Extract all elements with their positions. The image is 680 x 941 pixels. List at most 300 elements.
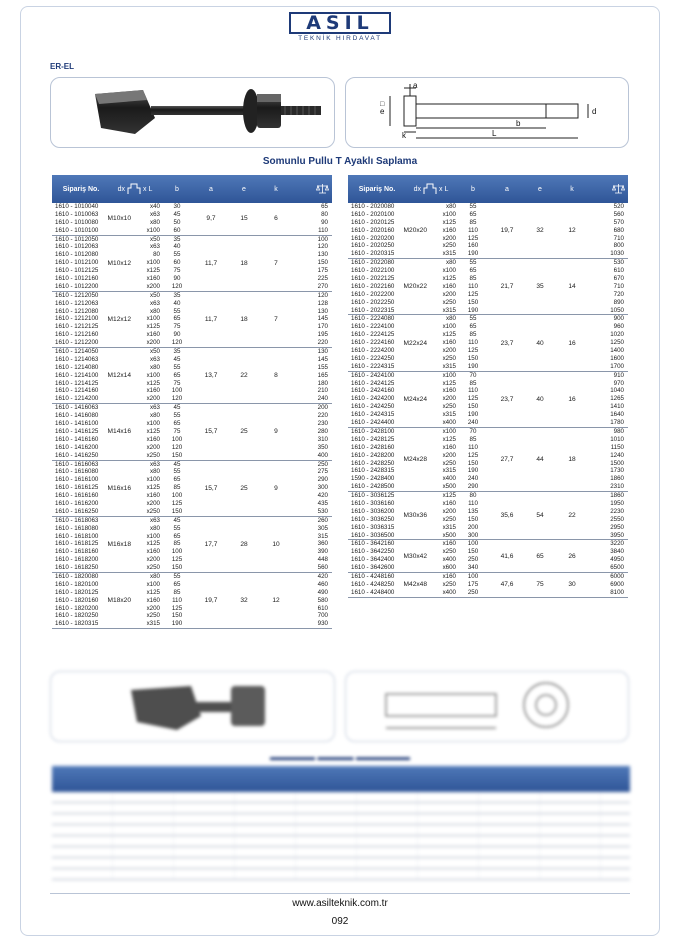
product-title: Somunlu Pullu T Ayaklı Saplama <box>262 156 418 167</box>
size-group <box>348 428 628 492</box>
dim-b: 125 <box>171 499 183 507</box>
dim-b: 150 <box>171 564 183 572</box>
dx-size: M24x28 <box>403 456 427 463</box>
blurred-section-title: ▬▬▬▬▬ ▬▬▬▬ ▬▬▬▬▬▬ <box>269 752 410 762</box>
col-weight <box>588 372 628 427</box>
weight: 420 <box>317 492 328 500</box>
weight: 970 <box>613 379 624 387</box>
dim-b: 110 <box>468 443 478 451</box>
order-no: 1610 - 1214080 <box>55 363 99 371</box>
dim-square-label: □ <box>380 101 385 108</box>
order-no: 1610 - 2424125 <box>351 379 395 387</box>
dim-b: 120 <box>171 443 183 451</box>
weight: 520 <box>613 203 624 210</box>
weight: 710 <box>613 282 624 290</box>
length: x315 <box>442 467 456 475</box>
dim-b: 190 <box>467 362 479 370</box>
weight: 200 <box>317 404 328 412</box>
weight: 1780 <box>610 419 624 427</box>
dim-b: 340 <box>467 564 479 572</box>
length: x160 <box>442 226 456 234</box>
weight-icon <box>612 183 625 195</box>
dim-a: 21,7 <box>500 283 514 291</box>
order-no: 1610 - 1820080 <box>55 572 99 580</box>
col-b <box>456 259 490 314</box>
length: x160 <box>442 339 456 347</box>
dim-b: 150 <box>467 548 479 556</box>
header-dx <box>406 183 456 195</box>
col-weight <box>588 492 628 539</box>
dx-size: M10x10 <box>107 215 131 223</box>
dim-b: 55 <box>469 203 477 210</box>
order-no: 1610 - 2022315 <box>351 306 395 314</box>
weight: 350 <box>317 443 328 451</box>
dim-e: 35 <box>536 283 544 291</box>
col-b <box>456 573 490 597</box>
order-no: 1610 - 2424200 <box>351 395 395 403</box>
dim-b-label: b <box>516 119 521 128</box>
length: x125 <box>442 218 456 226</box>
spec-table-right <box>348 175 628 598</box>
length: x63 <box>150 243 160 251</box>
length: x500 <box>442 483 456 491</box>
weight: 1700 <box>610 362 624 370</box>
order-no: 1610 - 2428125 <box>351 435 395 443</box>
weight: 145 <box>317 355 328 363</box>
col-k <box>260 203 292 235</box>
header-dx <box>110 183 160 195</box>
length: x160 <box>442 443 456 451</box>
order-no: 1610 - 2424160 <box>351 387 395 395</box>
dim-k: 9 <box>274 428 278 436</box>
length: x100 <box>146 371 160 379</box>
weight: 128 <box>317 299 328 307</box>
dim-b: 110 <box>172 596 182 604</box>
blurred-drawing-icon <box>346 672 629 742</box>
length: 80 <box>153 251 160 259</box>
order-no: 1610 - 1214063 <box>55 355 99 363</box>
length: x200 <box>146 556 160 564</box>
weight: 315 <box>317 532 328 540</box>
col-length <box>132 404 160 459</box>
col-e <box>228 292 260 347</box>
dim-k: 10 <box>272 540 280 548</box>
weight: 890 <box>613 298 624 306</box>
dim-d-label: d <box>592 107 597 116</box>
length: x125 <box>146 540 160 548</box>
order-no: 1610 - 2020250 <box>351 242 395 250</box>
dim-b: 30 <box>173 203 181 210</box>
length: x80 <box>150 572 160 580</box>
col-b <box>160 517 194 572</box>
order-no: 1610 - 2424250 <box>351 403 395 411</box>
dim-b: 40 <box>173 299 181 307</box>
length: x200 <box>442 395 456 403</box>
blurred-table-row <box>52 803 630 814</box>
dx-size: M30x36 <box>403 512 427 520</box>
weight: 670 <box>613 275 624 283</box>
dim-b: 190 <box>467 306 479 314</box>
table-body <box>348 203 628 598</box>
dim-b: 65 <box>173 580 181 588</box>
weight: 3220 <box>610 540 624 548</box>
length: x80 <box>150 524 160 532</box>
dim-b: 150 <box>467 459 479 467</box>
weight: 800 <box>613 242 624 250</box>
weight: 1410 <box>610 403 624 411</box>
col-dx <box>107 236 132 291</box>
order-no: 1610 - 3036125 <box>351 492 395 500</box>
product-photo <box>50 77 335 148</box>
col-a <box>194 348 228 403</box>
order-no: 1610 - 3036250 <box>351 515 395 523</box>
order-no: 1610 - 1820250 <box>55 612 99 620</box>
order-no: 1610 - 1820315 <box>55 620 99 628</box>
weight: 65 <box>321 203 328 210</box>
length: x250 <box>146 451 160 459</box>
col-a <box>194 236 228 291</box>
order-no: 1610 - 2424400 <box>351 419 395 427</box>
weight: 195 <box>317 331 328 339</box>
col-e <box>524 428 556 491</box>
dim-k: 7 <box>274 315 278 323</box>
dim-e: 32 <box>536 227 544 235</box>
dim-b: 125 <box>171 556 183 564</box>
length: x315 <box>146 620 160 628</box>
order-no: 1610 - 3036160 <box>351 499 395 507</box>
length: x100 <box>146 315 160 323</box>
dim-k: 16 <box>568 339 576 347</box>
dim-a: 11,7 <box>204 259 218 267</box>
col-k <box>556 203 588 258</box>
dim-b: 90 <box>173 331 181 339</box>
col-length <box>428 428 456 491</box>
dim-b: 150 <box>467 298 479 306</box>
order-no: 1610 - 2022125 <box>351 275 395 283</box>
weight: 225 <box>317 275 328 283</box>
spec-table-left <box>52 175 332 629</box>
blurred-spec-table <box>52 766 630 884</box>
length: x63 <box>150 404 160 412</box>
dim-b: 150 <box>467 403 479 411</box>
dim-b: 65 <box>173 532 181 540</box>
dim-b: 75 <box>173 427 181 435</box>
order-no: 1610 - 1618200 <box>55 556 99 564</box>
order-no: 1610 - 2020080 <box>351 203 395 210</box>
col-length <box>132 292 160 347</box>
weight: 610 <box>317 604 328 612</box>
col-b <box>456 492 490 539</box>
dim-a: 41,6 <box>500 552 514 560</box>
length: x125 <box>146 427 160 435</box>
dim-a: 15,7 <box>204 428 218 436</box>
dim-b: 55 <box>173 251 181 259</box>
weight: 1500 <box>610 459 624 467</box>
dim-b: 55 <box>173 572 181 580</box>
length: x80 <box>446 203 456 210</box>
order-no: 1610 - 3036200 <box>351 507 395 515</box>
length: x160 <box>146 435 160 443</box>
length: x100 <box>146 420 160 428</box>
blurred-product-photo <box>50 671 335 742</box>
col-k <box>556 428 588 491</box>
order-no: 1610 - 1214200 <box>55 395 99 403</box>
size-group <box>348 259 628 315</box>
order-no: 1610 - 1214050 <box>55 348 99 356</box>
weight: 460 <box>317 580 328 588</box>
length: x63 <box>150 460 160 468</box>
size-group <box>348 372 628 428</box>
col-b <box>456 540 490 572</box>
col-e <box>524 315 556 370</box>
col-e <box>524 540 556 572</box>
col-dx <box>403 315 428 370</box>
order-no: 1610 - 3642250 <box>351 548 395 556</box>
col-a <box>194 573 228 628</box>
weight: 175 <box>317 267 328 275</box>
length: x250 <box>146 612 160 620</box>
size-group <box>52 404 332 460</box>
dim-b: 125 <box>467 451 479 459</box>
weight: 300 <box>317 484 328 492</box>
weight: 170 <box>317 323 328 331</box>
col-order-no <box>52 404 110 459</box>
weight: 1010 <box>610 435 624 443</box>
weight: 2310 <box>610 483 624 491</box>
length: x63 <box>150 355 160 363</box>
size-group <box>52 292 332 348</box>
order-no: 1610 - 4248250 <box>351 580 395 588</box>
weight: 310 <box>317 435 328 443</box>
weight: 90 <box>321 218 328 226</box>
order-no: 1590 - 2428400 <box>351 475 395 483</box>
col-weight <box>292 236 332 291</box>
weight: 3840 <box>610 548 624 556</box>
dim-e: 15 <box>240 215 248 223</box>
length: x63 <box>150 299 160 307</box>
weight: 580 <box>317 596 328 604</box>
order-no: 1610 - 1618160 <box>55 548 99 556</box>
length: x125 <box>146 379 160 387</box>
col-order-no <box>52 573 110 628</box>
dim-b: 150 <box>467 515 479 523</box>
order-no: 1610 - 1416160 <box>55 435 99 443</box>
dim-b: 175 <box>467 580 479 588</box>
dx-size: M12x14 <box>107 372 131 380</box>
order-no: 1610 - 2428100 <box>351 427 395 435</box>
weight: 210 <box>317 387 328 395</box>
length: x100 <box>442 267 456 275</box>
dim-b: 85 <box>173 588 181 596</box>
size-group <box>348 573 628 598</box>
dx-size: M18x20 <box>107 597 131 605</box>
col-k <box>260 236 292 291</box>
col-length <box>132 348 160 403</box>
dim-b: 125 <box>467 290 479 298</box>
col-e <box>228 461 260 516</box>
technical-drawing <box>345 77 629 148</box>
length: x200 <box>146 395 160 403</box>
weight: 1040 <box>610 387 624 395</box>
weight: 2230 <box>610 507 624 515</box>
length: x50 <box>150 291 160 299</box>
blurred-table-row <box>52 836 630 847</box>
length: x125 <box>146 323 160 331</box>
dim-b: 200 <box>467 523 479 531</box>
weight: 3950 <box>610 531 624 539</box>
dim-k: 18 <box>568 456 576 463</box>
col-e <box>228 203 260 235</box>
weight: 4950 <box>610 556 624 564</box>
col-length <box>132 517 160 572</box>
length: x315 <box>442 523 456 531</box>
dim-e: 18 <box>240 315 248 323</box>
header-e: e <box>538 185 542 193</box>
dim-b: 190 <box>171 620 183 628</box>
dx-size: M16x16 <box>107 484 131 492</box>
weight: 1265 <box>610 395 624 403</box>
length: x315 <box>442 306 456 314</box>
col-k <box>260 517 292 572</box>
order-no: 1610 - 2224160 <box>351 339 395 347</box>
weight: 1730 <box>610 467 624 475</box>
length: x100 <box>146 226 160 234</box>
length: x250 <box>442 242 456 250</box>
length: x125 <box>442 379 456 387</box>
header-weight <box>292 183 332 195</box>
weight: 220 <box>317 339 328 347</box>
col-weight <box>292 461 332 516</box>
weight: 1860 <box>610 475 624 483</box>
dim-b: 35 <box>173 291 181 299</box>
blurred-table-row <box>52 825 630 836</box>
order-no: 1610 - 1416080 <box>55 412 99 420</box>
col-length <box>132 461 160 516</box>
length: x250 <box>442 459 456 467</box>
dx-size: M20x20 <box>403 227 427 235</box>
size-group <box>52 236 332 292</box>
length: x100 <box>442 427 456 435</box>
dim-b: 300 <box>467 531 479 539</box>
dim-b: 55 <box>469 259 477 267</box>
weight: 570 <box>613 218 624 226</box>
col-b <box>160 404 194 459</box>
order-no: 1610 - 1616125 <box>55 484 99 492</box>
col-a <box>194 292 228 347</box>
dim-b: 240 <box>467 419 479 427</box>
dim-b: 70 <box>469 371 477 379</box>
col-a <box>194 203 228 235</box>
weight: 960 <box>613 323 624 331</box>
weight: 700 <box>317 612 328 620</box>
length: x160 <box>442 282 456 290</box>
length: x100 <box>442 210 456 218</box>
length: x160 <box>146 275 160 283</box>
length: x125 <box>442 492 456 500</box>
dim-e: 32 <box>240 597 248 605</box>
col-a <box>490 540 524 572</box>
col-e <box>228 517 260 572</box>
dx-size: M14x16 <box>107 428 131 436</box>
order-no: 1610 - 1012160 <box>55 275 99 283</box>
weight: 6500 <box>610 564 624 572</box>
dim-b: 110 <box>468 387 478 395</box>
order-no: 1610 - 1820160 <box>55 596 99 604</box>
dx-size: M24x24 <box>403 395 427 403</box>
dim-L-label: L <box>492 129 497 138</box>
dim-b: 125 <box>467 347 479 355</box>
weight: 530 <box>317 507 328 515</box>
header-xl-label: x L <box>439 185 449 193</box>
header-dx-label: dx <box>413 185 422 193</box>
t-slot-icon <box>127 183 141 195</box>
col-length <box>428 540 456 572</box>
order-no: 1610 - 2224315 <box>351 362 395 370</box>
size-group <box>348 315 628 371</box>
order-no: 1610 - 1012050 <box>55 235 99 243</box>
dim-b: 70 <box>469 427 477 435</box>
dim-b: 45 <box>173 460 181 468</box>
order-no: 1610 - 2020100 <box>351 210 395 218</box>
length: x100 <box>146 259 160 267</box>
dx-size: M30x42 <box>403 552 427 560</box>
col-b <box>456 315 490 370</box>
order-no: 1610 - 2022160 <box>351 282 395 290</box>
dim-a: 23,7 <box>500 395 514 403</box>
order-no: 1610 - 1618250 <box>55 564 99 572</box>
weight: 110 <box>318 226 328 234</box>
dim-b: 45 <box>173 210 181 218</box>
size-group <box>348 540 628 573</box>
col-weight <box>292 348 332 403</box>
size-group <box>52 461 332 517</box>
dim-a: 17,7 <box>204 540 218 548</box>
weight: 1020 <box>610 331 624 339</box>
order-no: 1610 - 3036315 <box>351 523 395 531</box>
weight: 130 <box>317 348 328 356</box>
col-weight <box>588 428 628 491</box>
dim-a-label: a <box>413 81 418 90</box>
order-no: 1610 - 3642160 <box>351 540 395 548</box>
dim-k: 30 <box>568 581 576 589</box>
order-no: 1610 - 2022100 <box>351 267 395 275</box>
length: x600 <box>442 564 456 572</box>
weight: 560 <box>317 564 328 572</box>
size-group <box>348 203 628 259</box>
website-link[interactable]: www.asilteknik.com.tr <box>292 898 388 909</box>
col-dx <box>107 348 132 403</box>
weight: 390 <box>317 548 328 556</box>
weight: 680 <box>613 226 624 234</box>
size-group <box>52 348 332 404</box>
weight: 130 <box>317 307 328 315</box>
dim-b: 85 <box>469 218 477 226</box>
col-weight <box>588 203 628 258</box>
col-weight <box>588 315 628 370</box>
col-a <box>194 461 228 516</box>
col-length <box>428 203 456 258</box>
dim-b: 250 <box>467 588 479 596</box>
dim-b: 75 <box>173 267 181 275</box>
length: x160 <box>146 492 160 500</box>
header-e: e <box>242 185 246 193</box>
order-no: 1610 - 1214160 <box>55 387 99 395</box>
header-a: a <box>209 185 213 193</box>
dim-b: 120 <box>171 339 183 347</box>
weight: 980 <box>613 427 624 435</box>
order-no: 1610 - 1416100 <box>55 420 99 428</box>
order-no: 1610 - 1212125 <box>55 323 99 331</box>
